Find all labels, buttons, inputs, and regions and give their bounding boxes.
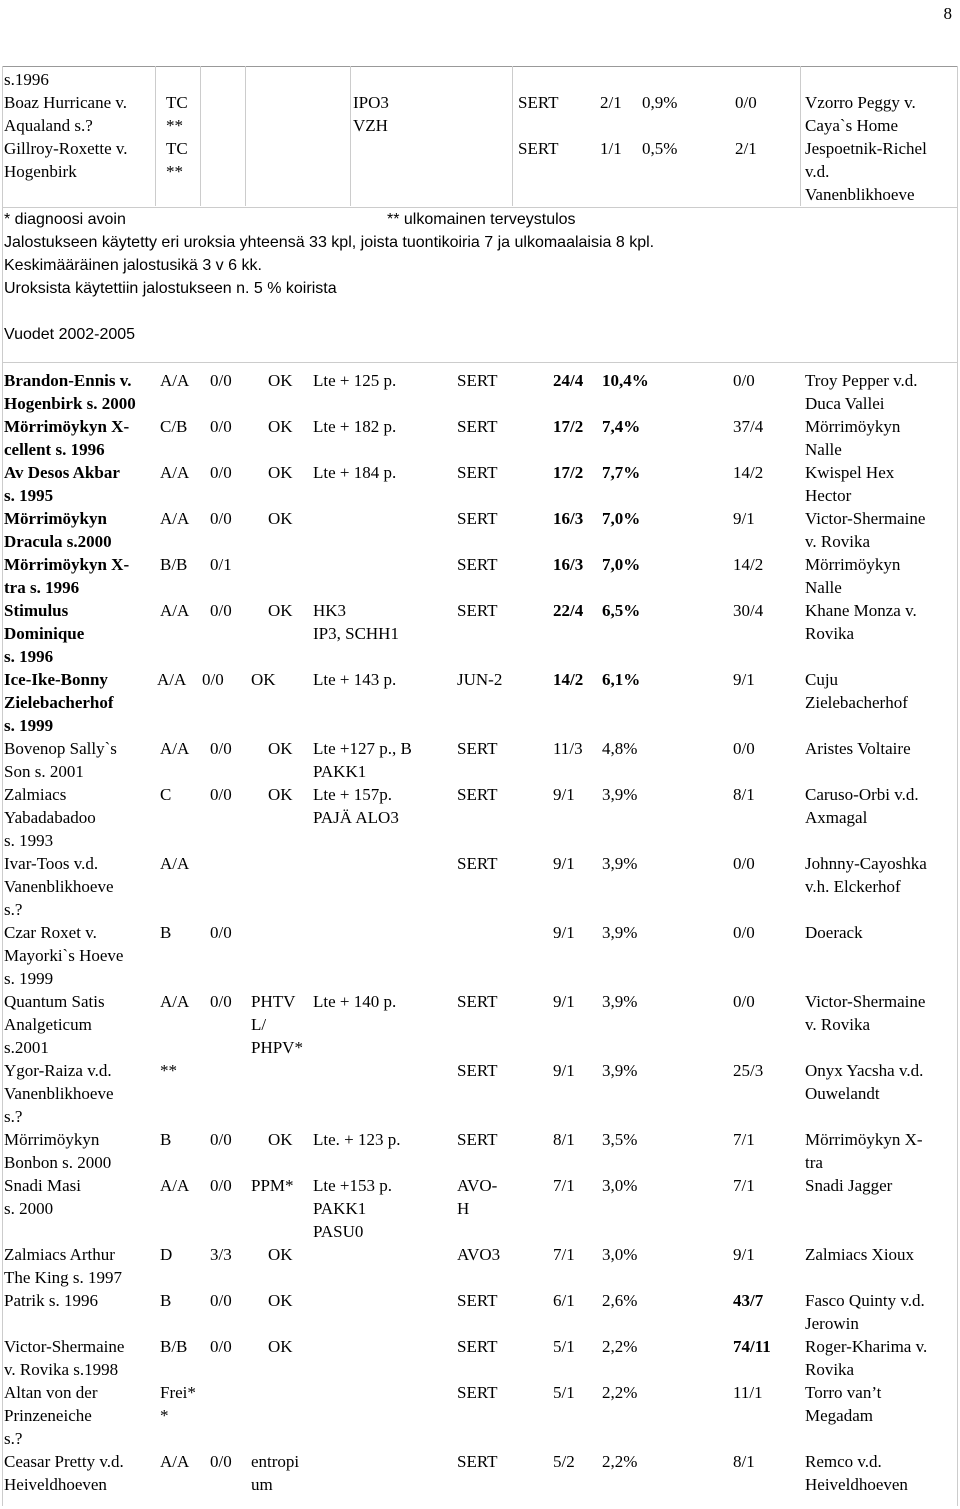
elbow-result: 0/0 [202, 670, 224, 689]
elbow-result: 0/0 [210, 417, 232, 436]
offspring-count: 25/3 [733, 1061, 764, 1080]
eye-result: OK [268, 509, 293, 528]
dog-name: Zalmiacs Arthur The King s. 1997 [4, 1245, 123, 1287]
dog-name: Boaz Hurricane v. Aqualand s.? [4, 93, 128, 135]
elbow-result: 0/0 [210, 371, 232, 390]
offspring-count: 11/1 [733, 1383, 763, 1402]
offspring-count: 37/4 [733, 417, 764, 436]
show-result: SERT [457, 785, 498, 804]
litter-percent: 3,0% [602, 1245, 638, 1264]
eye-result: PPM* [251, 1176, 294, 1195]
show-result: AVO- H [457, 1176, 498, 1218]
other-results: Lte +127 p., B PAKK1 [313, 739, 412, 781]
litter-ratio: 16/3 [553, 509, 584, 528]
hip-result: A/A [160, 463, 190, 482]
litter-percent: 2,2% [602, 1383, 638, 1402]
show-result: JUN-2 [457, 670, 503, 689]
show-result: SERT [457, 417, 498, 436]
sire-name: Victor-Shermaine v. Rovika [805, 509, 926, 551]
dog-name: Victor-Shermaine v. Rovika s.1998 [4, 1337, 125, 1379]
show-result: SERT [457, 1337, 498, 1356]
offspring-count: 0/0 [733, 739, 755, 758]
eye-result: OK [268, 1337, 293, 1356]
litter-ratio: 1/1 [600, 139, 622, 158]
offspring-count: 0/0 [733, 371, 755, 390]
grid-line [800, 66, 801, 206]
sire-name: Troy Pepper v.d. Duca Vallei [805, 371, 918, 413]
show-result: SERT [457, 1452, 498, 1471]
sire-name: Victor-Shermaine v. Rovika [805, 992, 926, 1034]
hip-result: ** [160, 1061, 177, 1080]
eye-result: OK [268, 601, 293, 620]
eye-result: OK [268, 785, 293, 804]
litter-ratio: 9/1 [553, 1061, 575, 1080]
offspring-count: 0/0 [735, 93, 757, 112]
litter-percent: 3,5% [602, 1130, 638, 1149]
show-result: SERT [457, 739, 498, 758]
other-results: Lte + 125 p. [313, 371, 397, 390]
hip-result: A/A [160, 1452, 190, 1471]
elbow-result: 3/3 [210, 1245, 232, 1264]
hip-result: B [160, 1291, 172, 1310]
continued-year: s.1996 [4, 70, 49, 89]
eye-result: OK [268, 1130, 293, 1149]
hip-result: B/B [160, 555, 188, 574]
offspring-count: 0/0 [733, 923, 755, 942]
litter-ratio: 9/1 [553, 785, 575, 804]
litter-percent: 3,9% [602, 1061, 638, 1080]
footnote-diagnosis-open: * diagnoosi avoin [4, 211, 126, 228]
sire-name: Fasco Quinty v.d. Jerowin [805, 1291, 925, 1333]
hip-result: A/A [160, 601, 190, 620]
litter-percent: 6,5% [602, 601, 641, 620]
litter-percent: 7,0% [602, 555, 641, 574]
period-heading: Vuodet 2002-2005 [4, 326, 136, 343]
hip-result: B [160, 1130, 172, 1149]
elbow-result: 0/0 [210, 739, 232, 758]
elbow-result: 0/0 [210, 601, 232, 620]
other-results: Lte + 143 p. [313, 670, 397, 689]
offspring-count: 9/1 [733, 509, 755, 528]
eye-result: OK [251, 670, 276, 689]
sire-name: Cuju Zielebacherhof [805, 670, 908, 712]
dog-name: Mörrimöykyn Bonbon s. 2000 [4, 1130, 112, 1172]
litter-percent: 6,1% [602, 670, 641, 689]
other-results: Lte + 140 p. [313, 992, 397, 1011]
offspring-count: 8/1 [733, 785, 755, 804]
eye-result: OK [268, 1291, 293, 1310]
litter-ratio: 17/2 [553, 417, 584, 436]
litter-ratio: 9/1 [553, 854, 575, 873]
elbow-result: 0/0 [210, 1130, 232, 1149]
offspring-count: 14/2 [733, 555, 764, 574]
sire-name: Doerack [805, 923, 863, 942]
litter-ratio: 8/1 [553, 1130, 575, 1149]
elbow-result: 0/0 [210, 785, 232, 804]
sire-name: Khane Monza v. Rovika [805, 601, 917, 643]
sire-name: Aristes Voltaire [805, 739, 911, 758]
hip-result: A/A [160, 992, 190, 1011]
offspring-count: 43/7 [733, 1291, 764, 1310]
offspring-count: 74/11 [733, 1337, 771, 1356]
offspring-count: 0/0 [733, 854, 755, 873]
show-result: AVO3 [457, 1245, 501, 1264]
sire-name: Mörrimöykyn Nalle [805, 417, 901, 459]
hip-result: A/A [160, 371, 190, 390]
show-result: SERT [457, 509, 498, 528]
dog-name: Ygor-Raiza v.d. Vanenblikhoeve s.? [4, 1061, 114, 1126]
eye-result: entropi um [251, 1452, 300, 1494]
elbow-result: 0/0 [210, 1452, 232, 1471]
hip-result: Frei* * [160, 1383, 196, 1425]
litter-percent: 0,5% [642, 139, 678, 158]
show-result: SERT [457, 854, 498, 873]
dog-name: Czar Roxet v. Mayorki`s Hoeve s. 1999 [4, 923, 124, 988]
litter-ratio: 7/1 [553, 1245, 575, 1264]
footnote-foreign-result: ** ulkomainen terveystulos [387, 211, 576, 228]
eye-result: PHTV L/ PHPV* [251, 992, 303, 1057]
dog-name: Mörrimöykyn X- cellent s. 1996 [4, 417, 130, 459]
hip-result: TC ** [166, 93, 188, 135]
dog-name: Ivar-Toos v.d. Vanenblikhoeve s.? [4, 854, 114, 919]
litter-ratio: 6/1 [553, 1291, 575, 1310]
offspring-count: 7/1 [733, 1176, 755, 1195]
litter-ratio: 5/1 [553, 1383, 575, 1402]
grid-line [512, 66, 513, 206]
litter-percent: 3,9% [602, 854, 638, 873]
litter-percent: 3,9% [602, 785, 638, 804]
litter-percent: 7,4% [602, 417, 641, 436]
offspring-count: 9/1 [733, 1245, 755, 1264]
hip-result: C [160, 785, 172, 804]
hip-result: A/A [157, 670, 187, 689]
dog-name: Zalmiacs Yabadabadoo s. 1993 [4, 785, 96, 850]
other-results: Lte + 182 p. [313, 417, 397, 436]
sire-name: Mörrimöykyn X- tra [805, 1130, 923, 1172]
grid-line [245, 66, 246, 206]
offspring-count: 8/1 [733, 1452, 755, 1471]
dog-name: Mörrimöykyn X- tra s. 1996 [4, 555, 130, 597]
dog-name: Av Desos Akbar s. 1995 [4, 463, 120, 505]
other-results: HK3 IP3, SCHH1 [313, 601, 399, 643]
offspring-count: 9/1 [733, 670, 755, 689]
show-result: SERT [457, 992, 498, 1011]
litter-percent: 7,0% [602, 509, 641, 528]
elbow-result: 0/0 [210, 1291, 232, 1310]
grid-line [957, 66, 958, 1506]
eye-result: OK [268, 739, 293, 758]
litter-ratio: 5/1 [553, 1337, 575, 1356]
litter-percent: 4,8% [602, 739, 638, 758]
dog-name: Ceasar Pretty v.d. Heiveldhoeven [4, 1452, 124, 1494]
hip-result: D [160, 1245, 173, 1264]
elbow-result: 0/0 [210, 463, 232, 482]
elbow-result: 0/0 [210, 509, 232, 528]
litter-ratio: 9/1 [553, 923, 575, 942]
page-number: 8 [943, 4, 952, 23]
other-results: Lte. + 123 p. [313, 1130, 401, 1149]
sire-name: Jespoetnik-Richel v.d. Vanenblikhoeve [805, 139, 927, 204]
other-results: Lte + 184 p. [313, 463, 397, 482]
sire-name: Remco v.d. Heiveldhoeven [805, 1452, 908, 1494]
eye-result: OK [268, 417, 293, 436]
dog-name: Brandon-Ennis v. Hogenbirk s. 2000 [4, 371, 136, 413]
litter-percent: 2,6% [602, 1291, 638, 1310]
show-result: SERT [457, 463, 498, 482]
show-result: SERT [457, 1291, 498, 1310]
litter-percent: 10,4% [602, 371, 649, 390]
litter-ratio: 11/3 [553, 739, 583, 758]
dog-name: Gillroy-Roxette v. Hogenbirk [4, 139, 128, 181]
sire-name: Torro van’t Megadam [805, 1383, 882, 1425]
litter-percent: 0,9% [642, 93, 678, 112]
other-results: IPO3 VZH [353, 93, 389, 135]
litter-percent: 3,0% [602, 1176, 638, 1195]
eye-result: OK [268, 1245, 293, 1264]
offspring-count: 2/1 [735, 139, 757, 158]
show-result: SERT [457, 601, 498, 620]
dog-name: Patrik s. 1996 [4, 1291, 98, 1310]
dog-name: Mörrimöykyn Dracula s.2000 [4, 509, 112, 551]
sire-name: Onyx Yacsha v.d. Ouwelandt [805, 1061, 924, 1103]
hip-result: A/A [160, 509, 190, 528]
other-results: Lte +153 p. PAKK1 PASU0 [313, 1176, 392, 1241]
litter-ratio: 7/1 [553, 1176, 575, 1195]
litter-ratio: 9/1 [553, 992, 575, 1011]
hip-result: C/B [160, 417, 188, 436]
hip-result: A/A [160, 739, 190, 758]
hip-result: B [160, 923, 172, 942]
offspring-count: 14/2 [733, 463, 764, 482]
hip-result: TC ** [166, 139, 188, 181]
elbow-result: 0/1 [210, 555, 232, 574]
litter-percent: 7,7% [602, 463, 641, 482]
elbow-result: 0/0 [210, 923, 232, 942]
dog-name: Altan von der Prinzeneiche s.? [4, 1383, 98, 1448]
litter-ratio: 14/2 [553, 670, 584, 689]
hip-result: A/A [160, 1176, 190, 1195]
grid-line [350, 66, 351, 206]
show-result: SERT [457, 371, 498, 390]
sire-name: Kwispel Hex Hector [805, 463, 895, 505]
litter-percent: 2,2% [602, 1452, 638, 1471]
grid-line [2, 66, 3, 1506]
litter-ratio: 22/4 [553, 601, 584, 620]
show-result: SERT [457, 1130, 498, 1149]
litter-ratio: 5/2 [553, 1452, 575, 1471]
offspring-count: 7/1 [733, 1130, 755, 1149]
show-result: SERT [457, 1061, 498, 1080]
summary-average-age: Keskimääräinen jalostusikä 3 v 6 kk. [4, 257, 262, 274]
litter-ratio: 17/2 [553, 463, 584, 482]
sire-name: Vzorro Peggy v. Caya`s Home [805, 93, 916, 135]
other-results: Lte + 157p. PAJÄ ALO3 [313, 785, 399, 827]
grid-line [155, 66, 156, 206]
elbow-result: 0/0 [210, 1176, 232, 1195]
hip-result: A/A [160, 854, 190, 873]
elbow-result: 0/0 [210, 1337, 232, 1356]
sire-name: Caruso-Orbi v.d. Axmagal [805, 785, 919, 827]
eye-result: OK [268, 371, 293, 390]
litter-ratio: 2/1 [600, 93, 622, 112]
summary-usage-percent: Uroksista käytettiin jalostukseen n. 5 % koirista [4, 280, 337, 297]
offspring-count: 0/0 [733, 992, 755, 1011]
eye-result: OK [268, 463, 293, 482]
show-result: SERT [457, 555, 498, 574]
grid-line [200, 66, 201, 206]
show-result: SERT [457, 1383, 498, 1402]
hip-result: B/B [160, 1337, 188, 1356]
litter-percent: 2,2% [602, 1337, 638, 1356]
litter-percent: 3,9% [602, 923, 638, 942]
grid-line [2, 362, 957, 363]
sire-name: Roger-Kharima v. Rovika [805, 1337, 928, 1379]
sire-name: Mörrimöykyn Nalle [805, 555, 901, 597]
summary-total-males: Jalostukseen käytetty eri uroksia yhteensä 33 kpl, joista tuontikoiria 7 ja ulkomaalaisia 8 kpl. [4, 234, 655, 251]
sire-name: Zalmiacs Xioux [805, 1245, 915, 1264]
litter-ratio: 24/4 [553, 371, 584, 390]
offspring-count: 30/4 [733, 601, 764, 620]
dog-name: Ice-Ike-Bonny Zielebacherhof s. 1999 [4, 670, 114, 735]
dog-name: Stimulus Dominique s. 1996 [4, 601, 85, 666]
sire-name: Snadi Jagger [805, 1176, 893, 1195]
litter-percent: 3,9% [602, 992, 638, 1011]
litter-ratio: 16/3 [553, 555, 584, 574]
dog-name: Bovenop Sally`s Son s. 2001 [4, 739, 117, 781]
elbow-result: 0/0 [210, 992, 232, 1011]
dog-name: Quantum Satis Analgeticum s.2001 [4, 992, 105, 1057]
sire-name: Johnny-Cayoshka v.h. Elckerhof [805, 854, 927, 896]
show-result: SERT [518, 139, 559, 158]
show-result: SERT [518, 93, 559, 112]
dog-name: Snadi Masi s. 2000 [4, 1176, 81, 1218]
